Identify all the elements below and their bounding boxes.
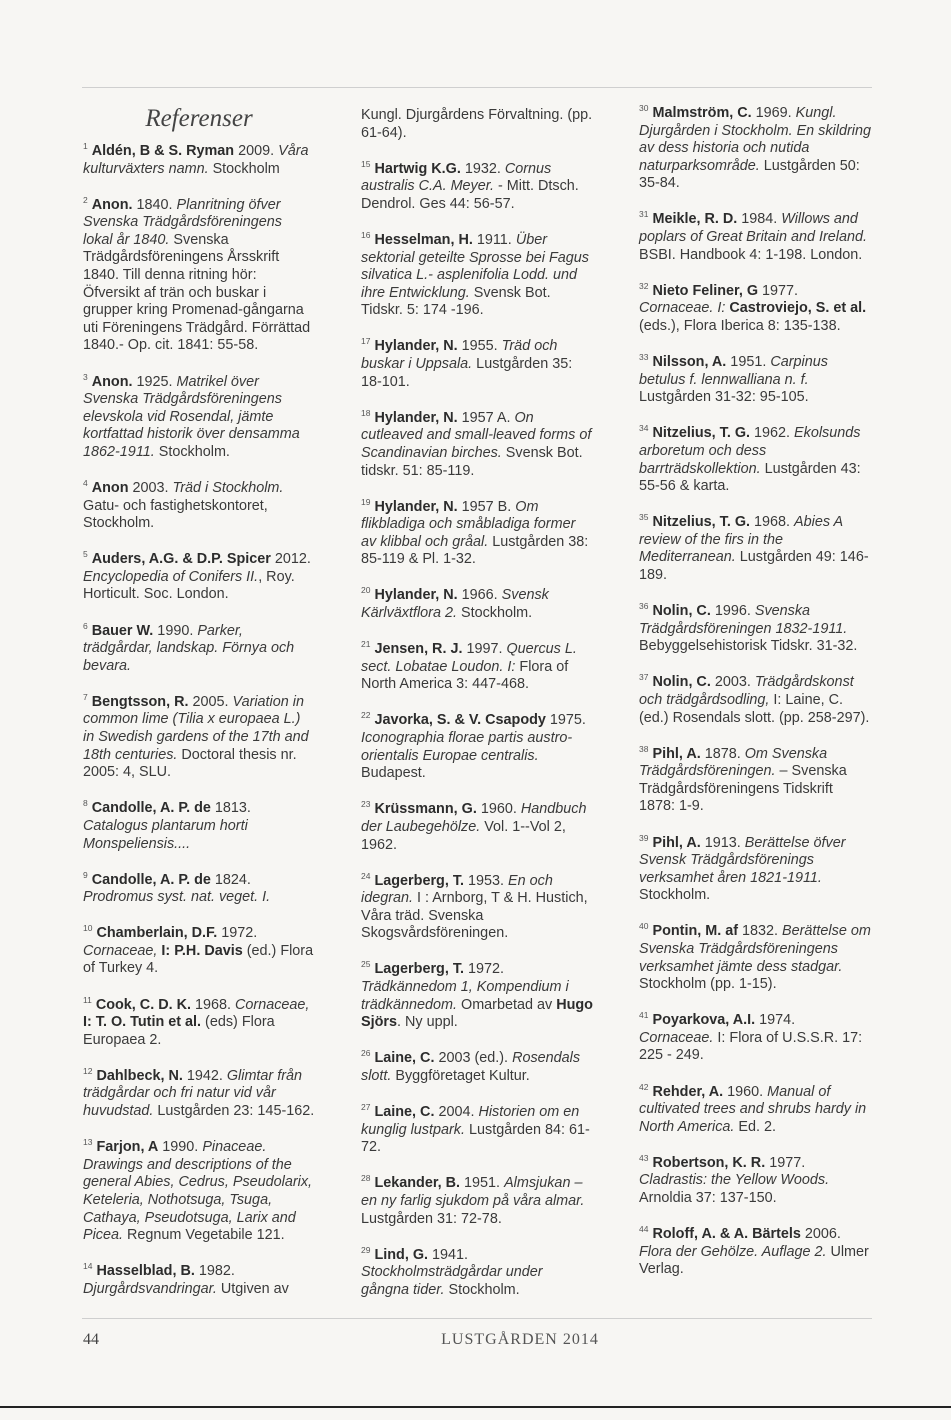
reference-number: 28 (361, 1173, 371, 1184)
reference-text: Bebyggelsehistorisk Tidskr. 31-32. (639, 638, 858, 655)
reference-text: Arnoldia 37: 137-150. (639, 1190, 777, 1206)
reference-author: Aldén, B & S. Ryman (91, 143, 235, 159)
reference-text: 2009. (234, 143, 279, 159)
reference-author: Hesselman, H. (374, 231, 473, 248)
reference-author: Hugo Sjörs (361, 996, 593, 1031)
reference-text: 1966. (457, 587, 502, 604)
reference-entry (361, 1170, 593, 1228)
reference-number: 13 (83, 1137, 93, 1148)
reference-number: 24 (361, 870, 371, 881)
reference-text: Svensk Bot. Tidskr. 5: 174 -196. (361, 284, 551, 319)
reference-entry (83, 192, 315, 355)
reference-entry (83, 867, 315, 907)
reference-text: 1975. (545, 712, 586, 729)
reference-entry (639, 918, 871, 993)
reference-text: Byggföretaget Kultur. (391, 1067, 530, 1084)
reference-title: Prodromus syst. nat. veget. I. (83, 889, 271, 906)
reference-text: Lustgården 50: 35-84. (639, 157, 860, 192)
reference-text: 1925. (132, 373, 177, 390)
reference-entry (639, 1079, 871, 1137)
reference-title: Stockholmsträdgårdar under gångna tider. (361, 1264, 543, 1298)
reference-number: 29 (361, 1244, 371, 1255)
reference-title: Matrikel över Svenska Trädgårdsföreningens elevskola vid Rosendal, jämte kortfattad historik över densamma 1862-1911. (83, 373, 300, 460)
reference-title: Djurgårdsvandringar. (83, 1280, 217, 1297)
reference-text: Budapest. (361, 765, 426, 782)
reference-text: 1996. (710, 603, 755, 620)
reference-author: Pihl, A. (652, 745, 701, 762)
reference-text: 1997. (462, 641, 507, 658)
reference-text: Kungl. Djurgårdens Förvaltning. (pp. 61-64). (361, 107, 593, 141)
reference-entry (83, 1258, 315, 1298)
reference-text: 2005. (188, 693, 233, 710)
reference-author: Nieto Feliner, G (652, 282, 759, 299)
reference-text: 2012. (270, 551, 311, 568)
reference-text: 1962. (750, 425, 795, 442)
reference-entry (361, 868, 593, 943)
running-title: LUSTGÅRDEN 2014 (441, 1331, 599, 1348)
reference-author: Pihl, A. (652, 834, 701, 851)
reference-text: 1972. (464, 961, 505, 978)
reference-text: 2004. (434, 1104, 479, 1121)
reference-text: 2006. (800, 1226, 841, 1243)
reference-number: 21 (361, 639, 371, 650)
reference-text: Regnum Vegetabile 121. (123, 1227, 285, 1244)
reference-title: Trädgårdskonst och trädgårdsodling, (639, 674, 854, 708)
reference-entry (639, 1221, 871, 1279)
reference-number: 12 (83, 1065, 93, 1076)
reference-title: Handbuch der Laubegehölze. (361, 801, 587, 835)
reference-text: Stockholm. (456, 605, 533, 622)
reference-number: 5 (83, 549, 88, 560)
reference-text: 1942. (182, 1067, 227, 1084)
reference-title: Cornus australis C.A. Meyer. (361, 160, 552, 195)
reference-title: Rosendals slott. (361, 1050, 581, 1084)
reference-text: Doctoral thesis nr. 2005: 4, SLU. (83, 746, 297, 781)
reference-number: 18 (361, 407, 371, 418)
reference-title: Om flikbladiga och småbladiga former av klibbal och gråal. (361, 498, 576, 550)
reference-title: Catalogus plantarum horti Monspeliensis.... (83, 817, 248, 852)
reference-entry (361, 107, 593, 142)
reference-number: 30 (639, 103, 649, 113)
reference-title: Iconographia florae partis austro-orientalis Europae centralis. (361, 730, 573, 764)
reference-number: 1 (83, 141, 88, 151)
reference-text: Lustgården 43: 55-56 & karta. (639, 460, 861, 495)
reference-text: , Roy. Horticult. Soc. London. (83, 568, 295, 603)
reference-text: (eds) Flora Europaea 2. (83, 1014, 275, 1048)
reference-text: 1990. (158, 1139, 203, 1156)
reference-number: 39 (639, 832, 649, 843)
reference-title: Encyclopedia of Conifers II. (83, 568, 259, 585)
reference-title: Cornaceae. I: (639, 300, 726, 317)
reference-entry (639, 278, 871, 336)
reference-entry (361, 582, 593, 622)
reference-author: Laine, C. (374, 1104, 435, 1121)
bottom-rule (82, 1318, 872, 1319)
reference-title: Carpinus betulus f. lennwalliana n. f. (639, 354, 828, 388)
reference-author: Nolin, C. (652, 603, 711, 620)
reference-number: 10 (83, 923, 93, 934)
reference-title: Quercus L. sect. Lobatae Loudon. I: (361, 641, 577, 675)
reference-entry (639, 1007, 871, 1065)
reference-title: Willows and poplars of Great Britain and Ireland. (639, 211, 867, 246)
reference-text: 1968. (190, 996, 235, 1013)
reference-author: Malmström, C. (652, 105, 752, 121)
reference-text: 1984. (737, 211, 782, 228)
reference-text: 1932. (460, 160, 505, 177)
reference-title: Cornaceae, (235, 996, 310, 1013)
reference-author: Hasselblad, B. (96, 1263, 195, 1280)
reference-text: (eds.), Flora Iberica 8: 135-138. (639, 317, 841, 334)
reference-text: 2003 (ed.). (434, 1050, 513, 1067)
reference-text: Lustgården 49: 146-189. (639, 549, 869, 583)
reference-author: Cook, C. D. K. (95, 996, 191, 1013)
reference-entry (83, 546, 315, 604)
reference-number: 22 (361, 710, 371, 721)
reference-title: Våra kulturväxters namn. (83, 143, 309, 177)
reference-text: Stockholm. (639, 887, 711, 904)
reference-author: Hylander, N. (374, 409, 458, 426)
reference-author: Hylander, N. (374, 338, 458, 355)
reference-number: 23 (361, 799, 371, 810)
reference-text: – Svenska Trädgårdsföreningens Tidskrift 1878: 1-9. (639, 763, 847, 815)
reference-author: Hylander, N. (374, 498, 458, 515)
reference-number: 17 (361, 336, 371, 347)
reference-text: 1960. (476, 801, 521, 818)
scan-edge-mark (0, 1406, 951, 1408)
top-rule (82, 87, 872, 88)
reference-number: 38 (639, 743, 649, 754)
reference-text: Lustgården 23: 145-162. (153, 1103, 315, 1120)
reference-text: 1957 B. (457, 498, 516, 515)
reference-text: 1990. (153, 622, 198, 639)
reference-text: 2003. (128, 480, 173, 496)
reference-text: 1974. (755, 1012, 796, 1029)
reference-number: 36 (639, 601, 649, 612)
reference-text: Omarbetad av (457, 996, 557, 1013)
reference-entry (639, 420, 871, 495)
page-number: 44 (83, 1331, 99, 1348)
reference-title: Träd i Stockholm. (172, 480, 284, 496)
reference-column-2 (361, 107, 593, 1313)
reference-text: - Mitt. Dtsch. Dendrol. Ges 44: 56-57. (361, 178, 579, 212)
reference-author: Nitzelius, T. G. (652, 425, 751, 442)
reference-text: 2003. (710, 674, 755, 691)
reference-entry (361, 333, 593, 391)
reference-text: 1968. (750, 514, 795, 531)
reference-text: I: Laine, C. (ed.) Rosendals slott. (pp. 258-297). (639, 691, 870, 726)
reference-entry (361, 796, 593, 854)
reference-entry (361, 636, 593, 694)
reference-text: 1972. (217, 925, 258, 942)
reference-title: Glimtar från trädgårdar och fri natur vid vår huvudstad. (83, 1067, 303, 1120)
reference-text: Stockholm (208, 160, 280, 177)
reference-author: I: P.H. Davis (161, 942, 243, 959)
reference-author: Jensen, R. J. (374, 641, 463, 658)
reference-author: Lagerberg, T. (374, 961, 465, 978)
reference-title: Svenska Trädgårdsföreningen 1832-1911. (639, 603, 848, 637)
reference-text: (ed.) Flora of Turkey 4. (83, 942, 314, 977)
reference-author: Laine, C. (374, 1050, 435, 1067)
reference-author: Javorka, S. & V. Csapody (374, 712, 546, 729)
section-heading: Referenser (145, 105, 253, 132)
reference-title: Historien om en kunglig lustpark. (361, 1104, 580, 1138)
reference-entry (83, 138, 315, 178)
reference-text: Vol. 1--Vol 2, 1962. (361, 818, 566, 853)
reference-author: Lind, G. (374, 1246, 429, 1263)
reference-entry (83, 475, 315, 533)
reference-number: 26 (361, 1048, 371, 1059)
reference-number: 35 (639, 512, 649, 523)
reference-number: 32 (639, 280, 649, 291)
reference-entry (83, 1134, 315, 1245)
reference-author: Anon (91, 480, 129, 496)
reference-text: . Ny uppl. (397, 1014, 458, 1031)
reference-author: Pontin, M. af (652, 923, 739, 940)
reference-text: 1941. (428, 1246, 469, 1263)
reference-text: 1977. (765, 1154, 806, 1171)
reference-text: Stockholm. (154, 443, 230, 460)
reference-number: 19 (361, 496, 371, 507)
reference-title: Flora der Gehölze. Auflage 2. (639, 1243, 827, 1260)
reference-text: I: Flora of U.S.S.R. 17: 225 - 249. (639, 1029, 863, 1064)
reference-text: Lustgården 35: 18-101. (361, 356, 573, 390)
reference-number: 40 (639, 921, 649, 932)
reference-author: Castroviejo, S. et al. (729, 300, 867, 317)
reference-text: 1957 A. (457, 409, 515, 426)
reference-entry (361, 405, 593, 480)
reference-title: Cornaceae. (639, 1029, 714, 1046)
reference-text: Ed. 2. (734, 1118, 777, 1135)
reference-author: Bengtsson, R. (91, 693, 189, 710)
reference-title: Berättelse om Svenska Trädgårdsföreningens verksamhet jämte dess stadgar. (639, 923, 871, 975)
reference-column-3 (639, 100, 871, 1292)
reference-text: Lustgården 31-32: 95-105. (639, 389, 809, 406)
reference-number: 6 (83, 620, 88, 631)
reference-author: Lekander, B. (374, 1175, 461, 1192)
reference-author: Chamberlain, D.F. (96, 925, 218, 942)
reference-title: Manual of cultivated trees and shrubs hardy in North America. (639, 1083, 867, 1135)
reference-number: 3 (83, 371, 88, 382)
reference-title: Svensk Kärlväxtflora 2. (361, 587, 549, 622)
reference-entry (361, 1242, 593, 1300)
reference-entry (361, 707, 593, 782)
reference-text: Stockholm. (444, 1281, 520, 1298)
reference-text: 1824. (210, 871, 251, 888)
reference-title: Trädkännedom 1, Kompendium i trädkännedom. (361, 979, 569, 1013)
reference-number: 7 (83, 691, 88, 702)
reference-text: 1982. (194, 1263, 235, 1280)
reference-title: Variation in common lime (Tilia x europaea L.) in Swedish gardens of the 17th and 18th centuries. (83, 693, 309, 763)
reference-author: Dahlbeck, N. (96, 1067, 183, 1084)
reference-text: 1969. (751, 105, 796, 121)
reference-text: 1911. (472, 231, 516, 248)
reference-text: I : Arnborg, T & H. Hustich, Våra träd. Svenska Skogsvårdsföreningen. (361, 890, 588, 942)
reference-number: 27 (361, 1102, 371, 1113)
reference-text: 1960. (723, 1083, 768, 1100)
reference-text: 1813. (210, 800, 251, 817)
reference-text: 1977. (758, 282, 799, 299)
reference-title: Om Svenska Trädgårdsföreningen. (639, 745, 828, 780)
reference-text: Flora of North America 3: 447-468. (361, 658, 569, 693)
reference-text: 1913. (700, 834, 745, 851)
reference-title: Planritning öfver Svenska Trädgårdsföreningens lokal år 1840. (83, 196, 282, 248)
reference-title: En och idegran. (361, 872, 553, 907)
reference-entry (361, 494, 593, 569)
reference-author: Rehder, A. (652, 1083, 724, 1100)
reference-number: 4 (83, 478, 88, 488)
reference-text: Lustgården 31: 72-78. (361, 1210, 502, 1227)
reference-author: Roloff, A. & A. Bärtels (652, 1226, 801, 1243)
reference-text: Utgiven av (216, 1280, 289, 1297)
reference-text: Lustgården 38: 85-119 & Pl. 1-32. (361, 533, 589, 568)
reference-title: Träd och buskar i Uppsala. (361, 338, 558, 373)
reference-title: Über sektorial geteilte Sprosse bei Fagus silvatica L.- asplenifolia Lodd. und ihre Entwicklung. (361, 231, 589, 301)
reference-number: 16 (361, 229, 371, 240)
reference-author: Candolle, A. P. de (91, 871, 211, 888)
reference-text: Ulmer Verlag. (639, 1243, 869, 1278)
reference-title: Berättelse öfver Svensk Trädgårdsförenings verksamhet åren 1821-1911. (639, 834, 846, 886)
reference-number: 37 (639, 672, 649, 683)
reference-title: Cornaceae, (83, 942, 158, 959)
reference-entry (83, 1063, 315, 1121)
reference-author: I: T. O. Tutin et al. (83, 1014, 202, 1031)
reference-author: Nitzelius, T. G. (652, 514, 751, 531)
reference-entry (361, 227, 593, 320)
reference-author: Krüssmann, G. (374, 801, 477, 818)
reference-entry (639, 349, 871, 407)
reference-author: Nolin, C. (652, 674, 711, 691)
reference-number: 34 (639, 423, 649, 434)
reference-entry (361, 956, 593, 1031)
reference-number: 42 (639, 1081, 649, 1092)
reference-entry (83, 689, 315, 782)
reference-title: Cladrastis: the Yellow Woods. (639, 1172, 830, 1189)
reference-text: BSBI. Handbook 4: 1-198. London. (639, 246, 863, 263)
reference-number: 14 (83, 1261, 93, 1272)
reference-text: Stockholm (pp. 1-15). (639, 976, 777, 993)
reference-text: Gatu- och fastighetskontoret, Stockholm. (83, 497, 268, 532)
reference-entry (83, 992, 315, 1050)
reference-author: Hartwig K.G. (374, 160, 461, 177)
reference-author: Candolle, A. P. de (91, 800, 211, 817)
reference-entry (639, 598, 871, 656)
reference-text: Svenska Trädgårdsföreningens Årsskrift 1840. Till denna ritning hör: Öfversikt af trän och buskar i grupper kring Promenad-gångarna uti Föreningens Trädgård. Förrättad 1840.- Op. cit. 1841: 55-58. (83, 231, 311, 354)
reference-entry (83, 369, 315, 462)
reference-text: 1951. (460, 1175, 505, 1192)
reference-entry (639, 741, 871, 816)
reference-number: 9 (83, 869, 88, 880)
reference-number: 25 (361, 959, 371, 970)
reference-author: Poyarkova, A.I. (652, 1012, 756, 1029)
reference-column-1 (83, 100, 315, 1312)
reference-number: 20 (361, 585, 371, 596)
reference-text: 1955. (457, 338, 502, 355)
reference-text: 1878. (700, 745, 745, 762)
reference-author: Nilsson, A. (652, 354, 727, 371)
reference-number: 31 (639, 209, 649, 220)
reference-author: Anon. (91, 373, 133, 390)
reference-text: 1953. (464, 872, 509, 889)
reference-title: Parker, trädgårdar, landskap. Förnya och bevara. (83, 622, 295, 674)
reference-text: Lustgården 84: 61-72. (361, 1121, 590, 1156)
reference-entry (639, 669, 871, 727)
reference-text: 1951. (726, 354, 771, 371)
reference-entry (639, 100, 871, 193)
reference-number: 41 (639, 1010, 649, 1021)
reference-title: Abies A review of the firs in the Mediterranean. (639, 514, 843, 566)
reference-number: 43 (639, 1152, 649, 1163)
reference-number: 15 (361, 158, 371, 169)
reference-number: 8 (83, 798, 88, 809)
reference-author: Lagerberg, T. (374, 872, 465, 889)
reference-author: Farjon, A (96, 1139, 159, 1156)
reference-entry (639, 206, 871, 264)
reference-text: Svensk Bot. tidskr. 51: 85-119. (361, 444, 583, 479)
reference-author: Hylander, N. (374, 587, 458, 604)
reference-number: 2 (83, 194, 88, 205)
reference-entry (361, 1045, 593, 1085)
reference-entry (361, 156, 593, 214)
reference-text: 1840. (132, 196, 177, 213)
reference-title: Ekolsunds arboretum och dess barrträdskollektion. (639, 425, 861, 477)
reference-text: 1832. (738, 923, 783, 940)
reference-number: 11 (83, 994, 92, 1005)
reference-title: On cutleaved and small-leaved forms of Scandinavian birches. (361, 409, 592, 461)
reference-number: 33 (639, 352, 649, 363)
reference-title: Almsjukan – en ny farlig sjukdom på våra almar. (361, 1175, 585, 1209)
reference-author: Meikle, R. D. (652, 211, 738, 228)
reference-author: Bauer W. (91, 622, 154, 639)
reference-author: Robertson, K. R. (652, 1154, 766, 1171)
reference-entry (83, 920, 315, 978)
reference-number: 44 (639, 1224, 649, 1235)
reference-entry (83, 795, 315, 853)
reference-title: Kungl. Djurgården i Stockholm. En skildring av dess historia och nutida naturparksområde. (639, 105, 871, 174)
reference-entry (361, 1099, 593, 1157)
reference-author: Anon. (91, 196, 133, 213)
reference-entry (639, 509, 871, 584)
reference-entry (83, 618, 315, 676)
reference-entry (639, 1150, 871, 1208)
reference-title: Pinaceae. Drawings and descriptions of the general Abies, Cedrus, Pseudolarix, Keteleria, Nothotsuga, Tsuga, Cathaya, Pseudotsuga, Larix and Picea. (83, 1139, 313, 1244)
reference-entry (639, 830, 871, 905)
reference-author: Auders, A.G. & D.P. Spicer (91, 551, 271, 568)
